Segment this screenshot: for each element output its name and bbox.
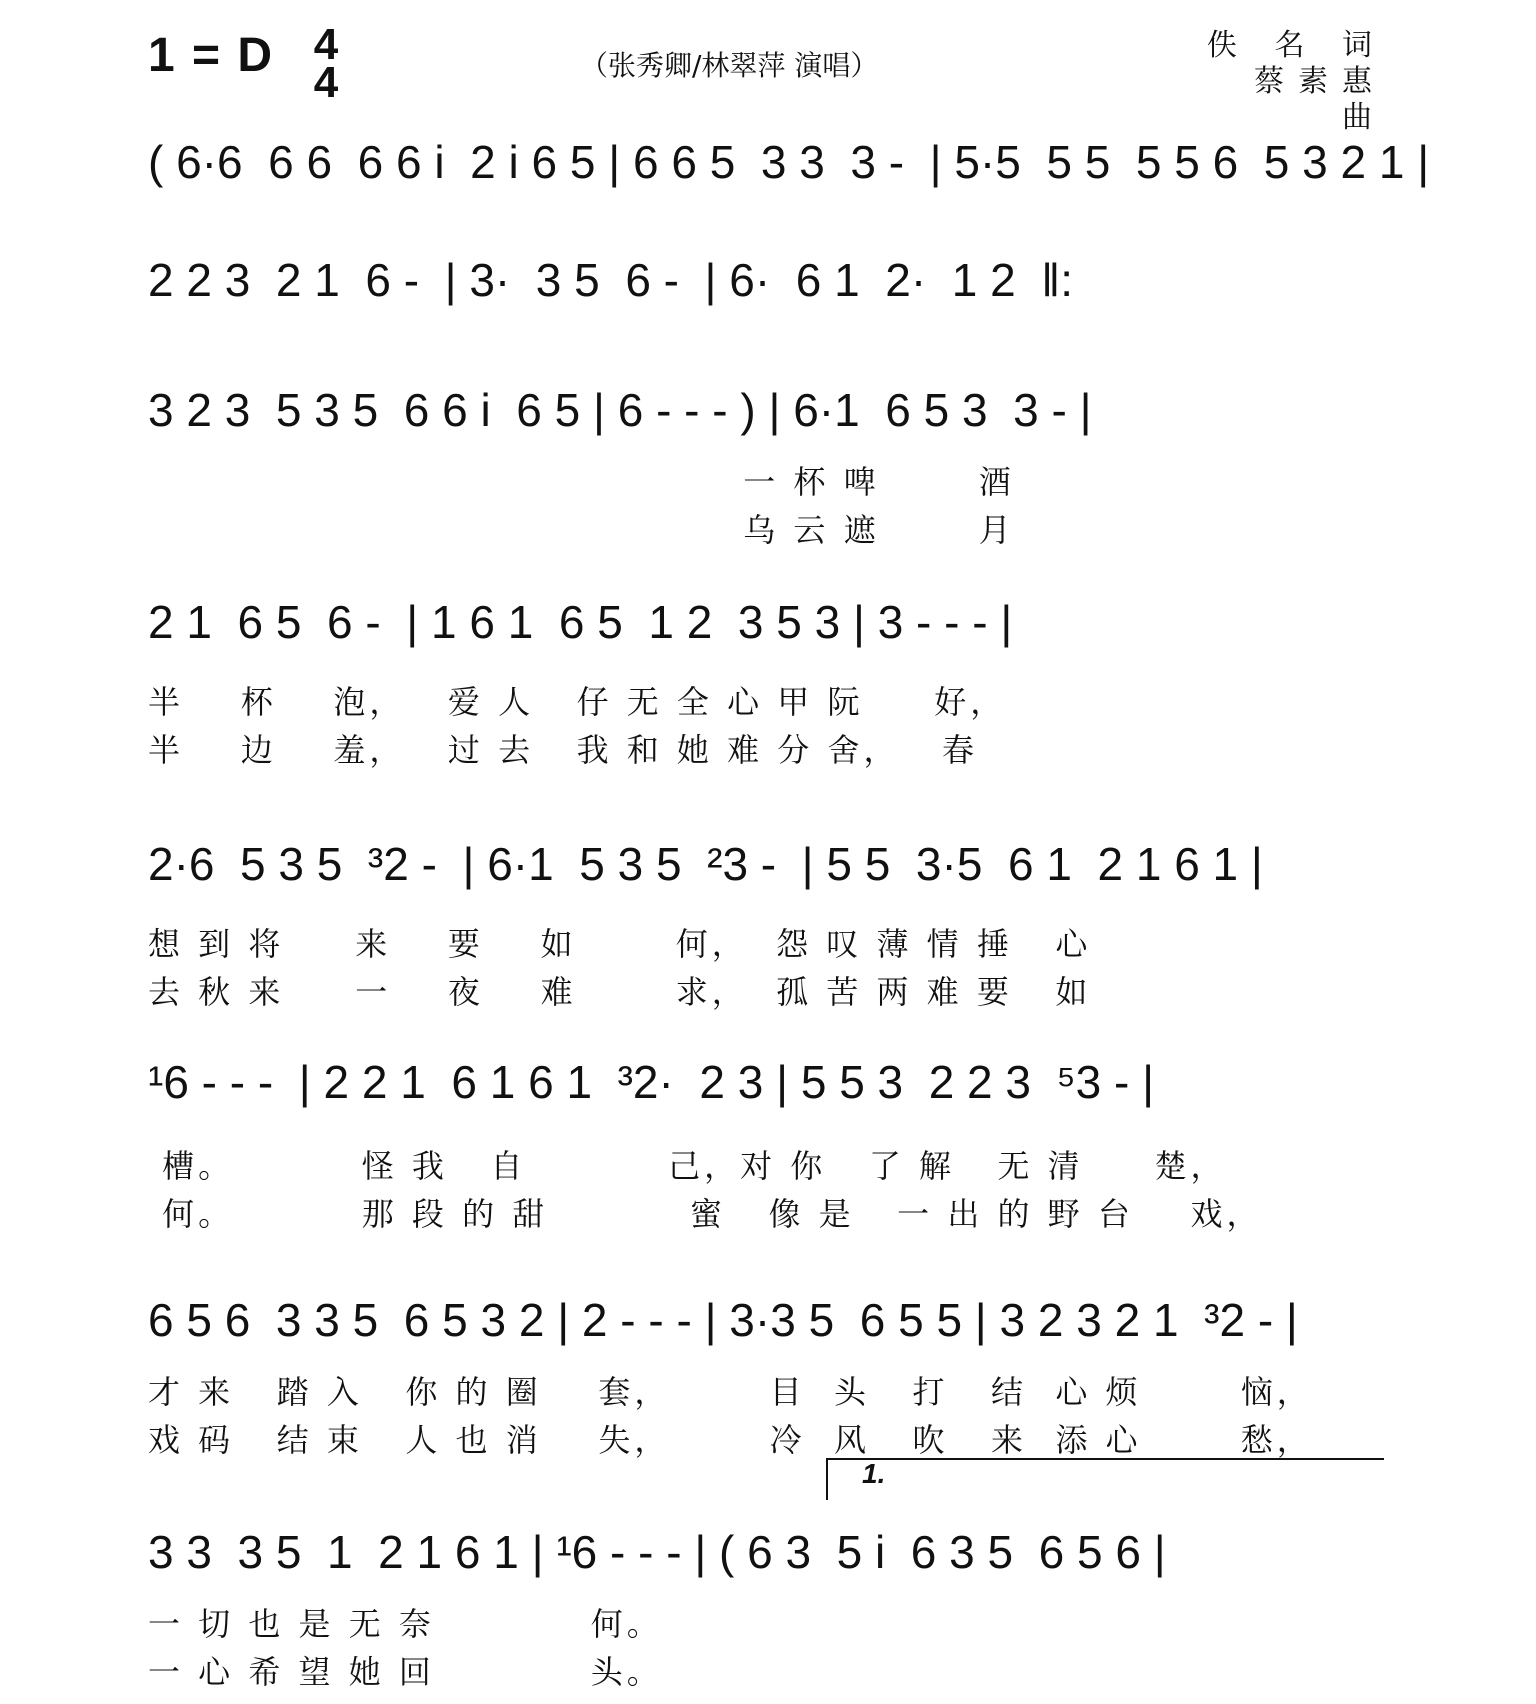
key-signature: 1 = D xyxy=(148,29,275,82)
lyrics-verse-1: 槽。 怪 我 自 己，对 你 了 解 无 清 楚， xyxy=(148,1147,1227,1185)
lyrics-verse-2: 去 秋 来 一 夜 难 求， 孤 苦 两 难 要 如 xyxy=(148,973,1092,1011)
notes-line: 2 2 3 2 1 6 - | 3· 3 5 6 - | 6· 6 1 2· 1 2 ‖: xyxy=(148,254,1074,306)
lyrics-verse-1: 半 杯 泡， 爱 人 仔 无 全 心 甲 阮 好， xyxy=(148,683,1007,721)
composer: 蔡素惠 曲 xyxy=(1254,64,1386,135)
lyricist: 佚 名 词 xyxy=(1206,28,1386,63)
lyrics-verse-2: 一 心 希 望 她 回 头。 xyxy=(148,1653,663,1691)
time-signature-top: 4 xyxy=(313,20,339,69)
volta-number: 1. xyxy=(862,1458,886,1489)
lyrics-verse-1: 想 到 将 来 要 如 何， 怨 叹 薄 情 捶 心 xyxy=(148,925,1092,963)
notes-line: 2 1 6 5 6 - | 1 6 1 6 5 1 2 3 5 3 | 3 - - - | xyxy=(148,596,1013,648)
lyrics-verse-2: 戏 码 结 束 人 也 消 失， 冷 风 吹 来 添 心 愁， xyxy=(148,1421,1313,1459)
lyrics-verse-2: 乌 云 遮 月 xyxy=(148,511,1015,549)
singers-credit: （张秀卿/林翠萍 演唱） xyxy=(580,49,879,82)
credits xyxy=(1206,28,1386,136)
lyrics-verse-2: 何。 那 段 的 甜 蜜 像 是 一 出 的 野 台 戏， xyxy=(148,1195,1263,1233)
time-signature xyxy=(304,20,348,107)
volta-bracket xyxy=(826,1458,1384,1500)
notes-line: 3 3 3 5 1 2 1 6 1 | ¹6 - - - | ( 6 3 5 i 6 3 5 6 5 6 | xyxy=(148,1526,1166,1578)
lyrics-verse-2: 半 边 羞， 过 去 我 和 她 难 分 舍， 春 xyxy=(148,731,978,769)
lyrics-verse-1: 一 切 也 是 无 奈 何。 xyxy=(148,1605,663,1643)
notes-line: 6 5 6 3 3 5 6 5 3 2 | 2 - - - | 3·3 5 6 5 5 | 3 2 3 2 1 ³2 - | xyxy=(148,1294,1298,1346)
lyrics-verse-1: 才 来 踏 入 你 的 圈 套， 目 头 打 结 心 烦 恼， xyxy=(148,1373,1313,1411)
notes-line: ( 6·6 6 6 6 6 i 2 i 6 5 | 6 6 5 3 3 3 - | 5·5 5 5 5 5 6 5 3 2 1 | xyxy=(148,136,1430,188)
notes-line: 2·6 5 3 5 ³2 - | 6·1 5 3 5 ²3 - | 5 5 3·5 6 1 2 1 6 1 | xyxy=(148,838,1263,890)
notes-line: ¹6 - - - | 2 2 1 6 1 6 1 ³2· 2 3 | 5 5 3 2 2 3 ⁵3 - | xyxy=(148,1056,1155,1108)
lyrics-verse-1: 一 杯 啤 酒 xyxy=(148,463,1015,501)
time-signature-bottom: 4 xyxy=(313,58,339,107)
notes-line: 3 2 3 5 3 5 6 6 i 6 5 | 6 - - - ) | 6·1 6 5 3 3 - | xyxy=(148,384,1092,436)
